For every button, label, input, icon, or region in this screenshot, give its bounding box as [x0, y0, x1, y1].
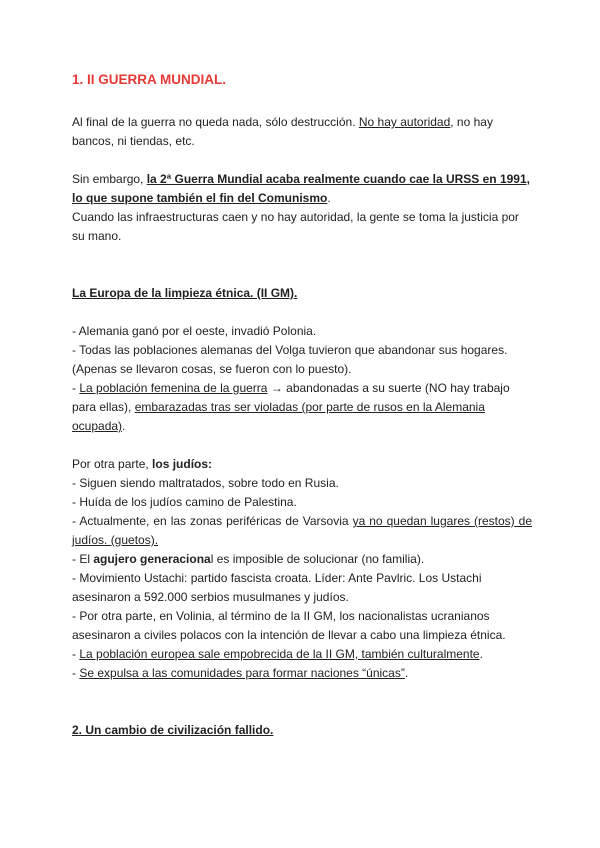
- paragraph-intro: Al final de la guerra no queda nada, sólo destrucción. No hay autoridad, no hay bancos, ni tiendas, etc.: [72, 115, 493, 148]
- document-page: [72, 72, 532, 740]
- paragraph-urss: Sin embargo, la 2ª Guerra Mundial acaba realmente cuando cae la URSS en 1991, lo que supone también el fin del Comunismo.: [72, 172, 530, 205]
- list-item: - Se expulsa a las comunidades para formar naciones “únicas”.: [72, 666, 409, 680]
- paragraph-justicia: Cuando las infraestructuras caen y no hay autoridad, la gente se toma la justicia por su mano.: [72, 210, 519, 243]
- list-item: - Alemania ganó por el oeste, invadió Polonia.: [72, 324, 317, 338]
- list-item: - Actualmente, en las zonas periféricas de Varsovia ya no quedan lugares (restos) de judíos. (guetos).: [72, 514, 533, 547]
- list-item: - Por otra parte, en Volinia, al término de la II GM, los nacionalistas ucranianos asesinaron a civiles polacos con la intención de llevar a cabo una limpieza étnica.: [72, 609, 506, 642]
- list-item: - El agujero generacional es imposible de solucionar (no familia).: [72, 552, 425, 566]
- section-title-1: 1. II GUERRA MUNDIAL.: [72, 72, 227, 87]
- list-item: - La población europea sale empobrecida de la II GM, también culturalmente.: [72, 647, 483, 661]
- section-title-limpieza: La Europa de la limpieza étnica. (II GM).: [72, 286, 298, 300]
- list-item: - Todas las poblaciones alemanas del Volga tuvieron que abandonar sus hogares. (Apenas se llevaron cosas, se fueron con lo puesto).: [72, 343, 508, 376]
- list-item: - La población femenina de la guerra → abandonadas a su suerte (NO hay trabajo para ellas), embarazadas tras ser violadas (por parte de rusos en la Alemania ocupada).: [72, 381, 510, 433]
- section-title-2: 2. Un cambio de civilización fallido.: [72, 723, 274, 737]
- list-item: - Movimiento Ustachi: partido fascista croata. Líder: Ante Pavlric. Los Ustachi asesinaron a 592.000 serbios musulmanes y judíos.: [72, 571, 482, 604]
- list-item: - Huída de los judíos camino de Palestina.: [72, 495, 297, 509]
- paragraph-judios: Por otra parte, los judíos:: [72, 457, 213, 471]
- list-item: - Siguen siendo maltratados, sobre todo en Rusia.: [72, 476, 339, 490]
